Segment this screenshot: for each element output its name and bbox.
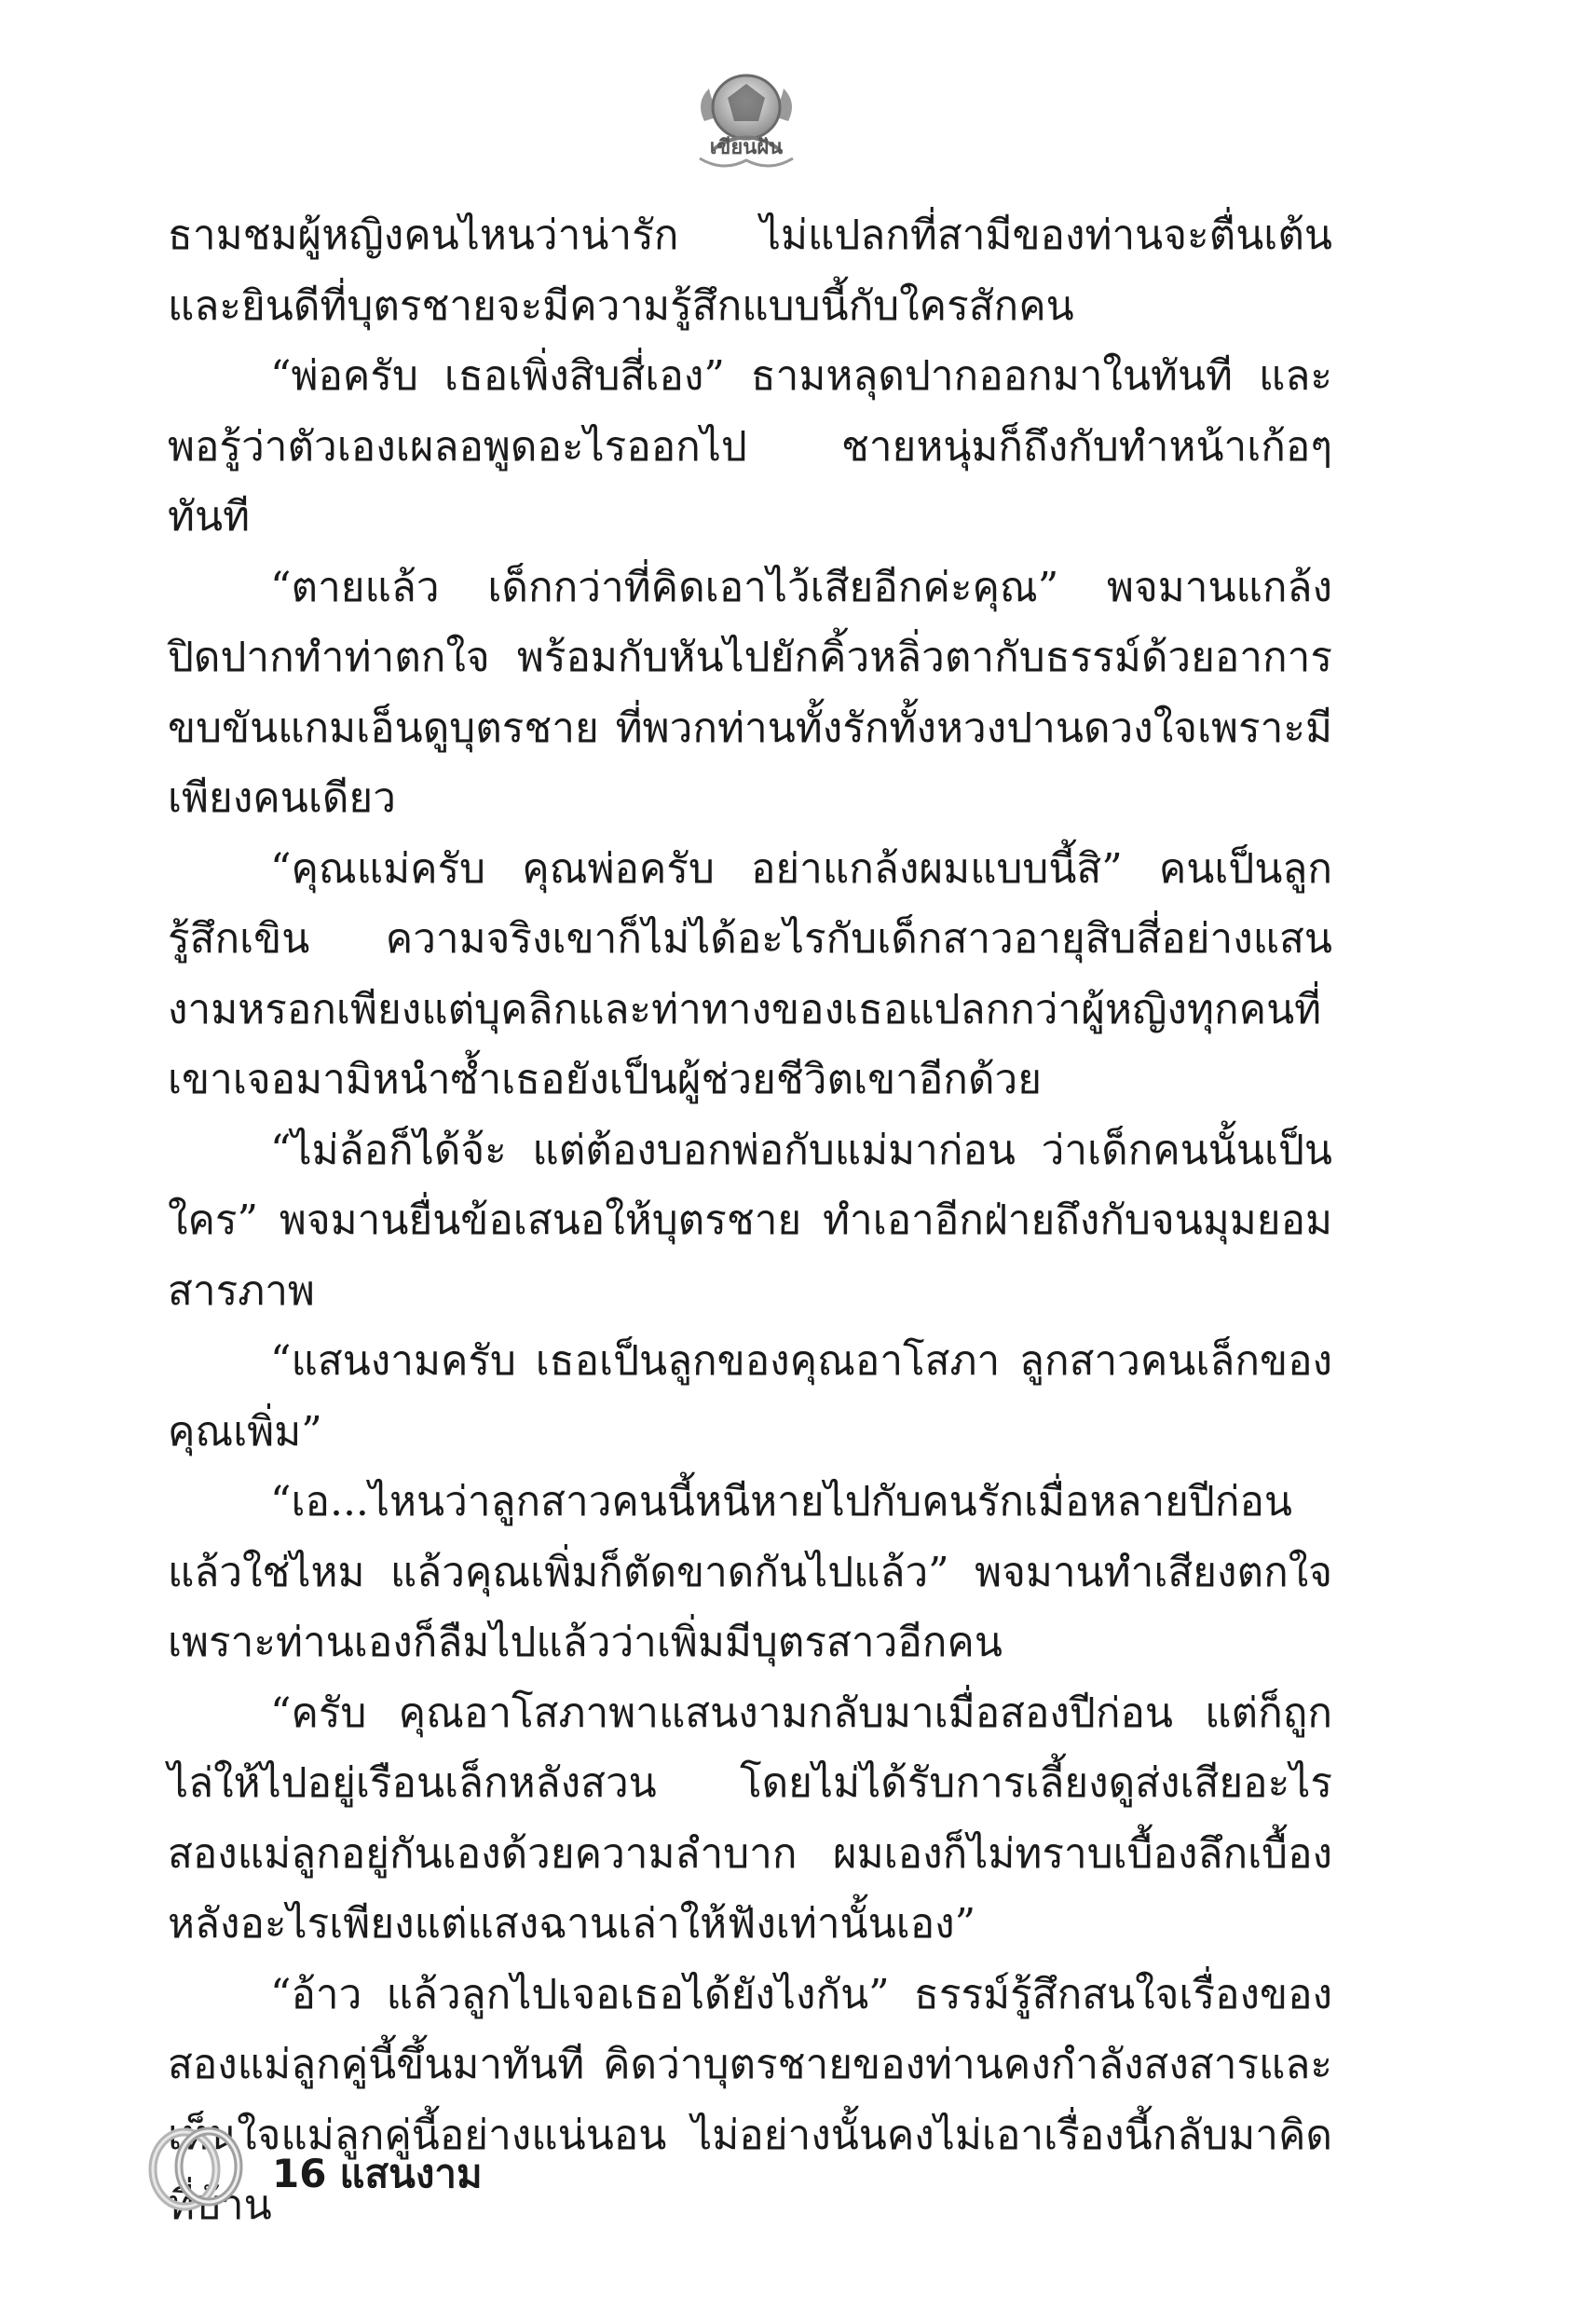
paragraph-5: “ไม่ล้อก็ได้จ้ะ แต่ต้องบอกพ่อกับแม่มาก่อน ว่าเด็กคนนั้นเป็นใคร” พจมานยื่นข้อเสนอให้บุตรชาย ทำเอาอีกฝ่ายถึงกับจนมุมยอมสารภาพ — [168, 1126, 1332, 1315]
paragraph-6: “แสนงามครับ เธอเป็นลูกของคุณอาโสภา ลูกสาวคนเล็กของคุณเพิ่ม” — [168, 1337, 1332, 1456]
page-footer — [140, 2115, 699, 2218]
page-number: 16 — [272, 2151, 327, 2196]
paragraph-3: “ตายแล้ว เด็กกว่าที่คิดเอาไว้เสียอีกค่ะคุณ” พจมานแกล้งปิดปากทำท่าตกใจ พร้อมกับหันไปยักคิ้วหลิ่วตากับธรรม์ด้วยอาการขบขันแกมเอ็นดูบุตรชาย ที่พวกท่านทั้งรักทั้งหวงปานดวงใจเพราะมีเพียงคนเดียว — [168, 563, 1332, 822]
book-title: แสนงาม — [339, 2151, 483, 2196]
paragraph-8: “ครับ คุณอาโสภาพาแสนงามกลับมาเมื่อสองปีก่อน แต่ก็ถูกไล่ให้ไปอยู่เรือนเล็กหลังสวน โดยไม่ได้รับการเลี้ยงดูส่งเสียอะไร สองแม่ลูกอยู่กันเองด้วยความลำบาก ผมเองก็ไม่ทราบเบื้องลึกเบื้องหลังอะไรเพียงแต่แสงฉานเล่าให้ฟังเท่านั้นเอง” — [168, 1689, 1332, 1948]
wedding-rings-icon — [140, 2115, 252, 2218]
paragraph-4: “คุณแม่ครับ คุณพ่อครับ อย่าแกล้งผมแบบนี้สิ” คนเป็นลูกรู้สึกเขิน ความจริงเขาก็ไม่ได้อะไรกับเด็กสาวอายุสิบสี่อย่างแสนงามหรอกเพียงแต่บุคลิกและท่าทางของเธอแปลกกว่าผู้หญิงทุกคนที่เขาเจอมามิหนำซ้ำเธอยังเป็นผู้ช่วยชีวิตเขาอีกด้วย — [168, 844, 1332, 1103]
logo-text: เขียนฝัน — [709, 136, 784, 159]
page-folio — [272, 2143, 496, 2205]
page-body — [168, 200, 1332, 2241]
ornament-emblem-icon — [686, 56, 807, 186]
paragraph-7: “เอ...ไหนว่าลูกสาวคนนี้หนีหายไปกับคนรักเมื่อหลายปีก่อนแล้วใช่ไหม แล้วคุณเพิ่มก็ตัดขาดกันไปแล้ว” พจมานทำเสียงตกใจ เพราะท่านเองก็ลืมไปแล้วว่าเพิ่มมีบุตรสาวอีกคน — [168, 1478, 1332, 1666]
paragraph-2: “พ่อครับ เธอเพิ่งสิบสี่เอง” ธามหลุดปากออกมาในทันที และพอรู้ว่าตัวเองเผลอพูดอะไรออกไป ชายหนุ่มก็ถึงกับทำหน้าเก้อๆ ทันที — [168, 352, 1332, 540]
paragraph-1: ธามชมผู้หญิงคนไหนว่าน่ารัก ไม่แปลกที่สามีของท่านจะตื่นเต้นและยินดีที่บุตรชายจะมีความรู้สึกแบบนี้กับใครสักคน — [168, 212, 1332, 330]
paragraph-9: “อ้าว แล้วลูกไปเจอเธอได้ยังไงกัน” ธรรม์รู้สึกสนใจเรื่องของสองแม่ลูกคู่นี้ขึ้นมาทันที คิดว่าบุตรชายของท่านคงกำลังสงสารและเห็นใจแม่ลูกคู่นี้อย่างแน่นอน ไม่อย่างนั้นคงไม่เอาเรื่องนี้กลับมาคิดที่บ้าน — [168, 1970, 1332, 2229]
